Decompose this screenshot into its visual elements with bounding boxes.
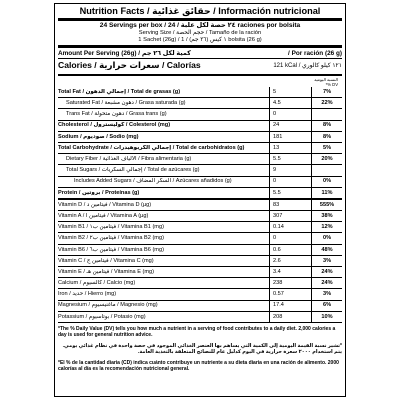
servings-per-box: 24 Servings per box / ٢٤ حصة لكل علبة / 24 raciones por bolsita — [99, 22, 301, 29]
amount-per-serving: Amount Per Serving (26g) / كمية لكل ٢٦ جم — [58, 50, 191, 57]
nutrient-daily-value: 5% — [311, 143, 342, 153]
nutrient-row — [58, 256, 342, 267]
amount-per-serving-es: / Por ración (26 g) — [288, 50, 342, 57]
nutrient-daily-value: 7% — [311, 87, 342, 97]
nutrient-row — [58, 188, 342, 200]
nutrient-name: Vitamin B2 / فيتامين ب٢ / Vitamina B2 (mg) — [58, 235, 164, 242]
nutrient-daily-value: 3% — [311, 289, 342, 299]
nutrient-name: Cholesterol / كوليسترول / Colesterol (mg) — [58, 122, 171, 129]
nutrient-name: Vitamin B1 / فيتامين ب١ / Vitamina B1 (mg) — [58, 224, 164, 231]
nutrient-row — [58, 121, 342, 132]
nutrient-amount: 3.4 — [269, 267, 311, 277]
nutrient-name: Vitamin C / فيتامين ج / Vitamina C (mg) — [58, 257, 154, 264]
nutrient-row — [58, 211, 342, 222]
label-title: Nutrition Facts / حقائق غذائية / Información nutricional — [79, 6, 321, 16]
nutrient-row — [58, 143, 342, 154]
nutrient-name: Iron / حديد / Hierro (mg) — [58, 291, 117, 298]
nutrient-name: Potassium / بوتاسيوم / Potasio (mg) — [58, 313, 146, 320]
nutrient-row — [58, 233, 342, 244]
nutrient-amount: 307 — [269, 211, 311, 221]
nutrient-daily-value: 10% — [311, 312, 342, 322]
nutrient-daily-value: 8% — [311, 132, 342, 142]
nutrient-daily-value — [311, 165, 342, 175]
nutrient-row — [58, 98, 342, 109]
nutrient-amount: 13 — [269, 143, 311, 153]
serving-size-value: 1 Sachet (26g) / ١ كيس (٢٦ جم) / 1 bolsita (26 g) — [138, 37, 262, 43]
nutrient-row — [58, 165, 342, 176]
nutrient-daily-value: 20% — [311, 154, 342, 164]
footnote-es: *El % de la cantidad diaria (CD) indica cuánto contribuye un nutriente a su dieta diaria en una ración de alimento. 2000 calorías al día es la recomendación nutricional general. — [58, 359, 339, 372]
nutrient-name: Saturated Fat / دهون مشبعة / Grasa saturada (g) — [66, 100, 186, 107]
nutrient-name: Protein / بروتين / Proteínas (g) — [58, 189, 140, 196]
nutrient-amount: 17.4 — [269, 301, 311, 311]
nutrition-facts-label — [54, 3, 346, 397]
nutrient-amount: 5.5 — [269, 154, 311, 164]
nutrient-amount: 0.57 — [269, 289, 311, 299]
nutrient-name: Trans Fat / دهون متحولة / Grasa trans (g) — [66, 111, 167, 118]
nutrient-name: Vitamin B6 / فيتامين ب٦ / Vitamina B6 (mg) — [58, 246, 164, 253]
daily-value-header-en: *% DV — [325, 82, 338, 87]
nutrient-row — [58, 87, 342, 98]
nutrient-row — [58, 301, 342, 312]
nutrient-amount: 0 — [269, 177, 311, 187]
nutrient-daily-value: 3% — [311, 256, 342, 266]
divider — [58, 45, 342, 48]
footnote-ar: *تشير نسبة القيمة اليومية إلى الكمية التي يساهم بها العنصر الغذائي الموجود في حصة واحدة في نظام غذائي يومي. يتم استخدام ٢٠٠٠ سعرة حرارية في اليوم كدليل عام للنصائح المتعلقة بالتغذية العامة. — [62, 342, 342, 356]
nutrient-daily-value: 24% — [311, 278, 342, 288]
nutrient-row — [58, 267, 342, 278]
nutrient-name: Total Fat / إجمالي الدهون / Total de grasas (g) — [58, 88, 181, 95]
nutrient-row — [58, 109, 342, 120]
micronutrient-table — [58, 200, 342, 323]
nutrient-daily-value: 8% — [311, 121, 342, 131]
nutrient-daily-value: 0% — [311, 233, 342, 243]
nutrient-row — [58, 278, 342, 289]
nutrient-row — [58, 154, 342, 165]
nutrient-amount: 24 — [269, 121, 311, 131]
nutrient-name: Total Carbohydrate / إجمالي الكربوهيدرات / Total de carbohidratos (g) — [58, 144, 245, 151]
nutrient-table — [58, 87, 342, 200]
nutrient-daily-value: 555% — [311, 200, 342, 210]
nutrient-row — [58, 312, 342, 323]
nutrient-name: Vitamin A / فيتامين أ / Vitamina A (µg) — [58, 212, 149, 219]
nutrient-name: Calcium / كالسيوم / Calcio (mg) — [58, 280, 136, 287]
nutrient-name: Total Sugars / إجمالي السكريات / Total de azúcares (g) — [66, 167, 200, 174]
nutrient-daily-value: 12% — [311, 222, 342, 232]
nutrient-name: Includes Added Sugars / السكر المضاف / Azúcares añadidos (g) — [74, 178, 232, 185]
divider — [58, 74, 342, 76]
daily-value-header-ar: النسبة اليومية — [314, 77, 338, 82]
nutrient-daily-value: 11% — [311, 188, 342, 198]
nutrient-row — [58, 200, 342, 211]
nutrient-row — [58, 222, 342, 233]
nutrient-amount: 0 — [269, 233, 311, 243]
nutrient-daily-value: 48% — [311, 245, 342, 255]
nutrient-name: Dietary Fiber / الألياف الغذائية / Fibra alimentaria (g) — [66, 156, 192, 162]
serving-size-label: Serving Size / حجم الحصة / Tamaño de la ración — [138, 30, 262, 36]
nutrient-name: Sodium / صوديوم / Sodio (mg) — [58, 133, 139, 140]
nutrient-row — [58, 132, 342, 143]
divider — [58, 18, 342, 21]
nutrient-daily-value: 38% — [311, 211, 342, 221]
nutrient-daily-value — [311, 109, 342, 119]
nutrient-amount: 83 — [269, 200, 311, 210]
nutrient-daily-value: 24% — [311, 267, 342, 277]
nutrient-daily-value: 6% — [311, 301, 342, 311]
nutrient-amount: 4.5 — [269, 98, 311, 108]
nutrient-amount: 2.6 — [269, 256, 311, 266]
nutrient-amount: 238 — [269, 278, 311, 288]
footnotes — [58, 326, 342, 372]
nutrient-amount: 208 — [269, 312, 311, 322]
nutrient-row — [58, 245, 342, 256]
nutrient-amount: 5.5 — [269, 188, 311, 198]
daily-value-header — [58, 77, 342, 87]
nutrient-row — [58, 177, 342, 188]
nutrient-name: Vitamin E / فيتامين هـ / Vitamina E (mg) — [58, 268, 155, 275]
nutrient-daily-value: 0% — [311, 177, 342, 187]
calories-label: Calories / سعرات حرارية / Calorías — [58, 60, 201, 71]
nutrient-row — [58, 289, 342, 300]
nutrient-amount: 181 — [269, 132, 311, 142]
footnote-en: *The % Daily Value (DV) tells you how much a nutrient in a serving of food contributes to a daily diet. 2,000 calories a day is used for general nutrition advice. — [58, 325, 336, 339]
calories-row — [58, 59, 342, 73]
calories-value: 121 kCal / ١٢١ كيلو كالوري — [273, 62, 342, 69]
nutrient-amount: 0 — [269, 109, 311, 119]
amount-per-serving-row — [58, 49, 342, 58]
nutrient-daily-value: 22% — [311, 98, 342, 108]
nutrient-amount: 9 — [269, 165, 311, 175]
nutrient-name: Vitamin D / فيتامين د / Vitamina D (µg) — [58, 201, 152, 208]
nutrient-amount: 0.6 — [269, 245, 311, 255]
nutrient-amount: 0.14 — [269, 222, 311, 232]
nutrient-name: Magnesium / ماغنيسيوم / Magnesio (mg) — [58, 302, 158, 309]
nutrient-amount: 5 — [269, 87, 311, 97]
